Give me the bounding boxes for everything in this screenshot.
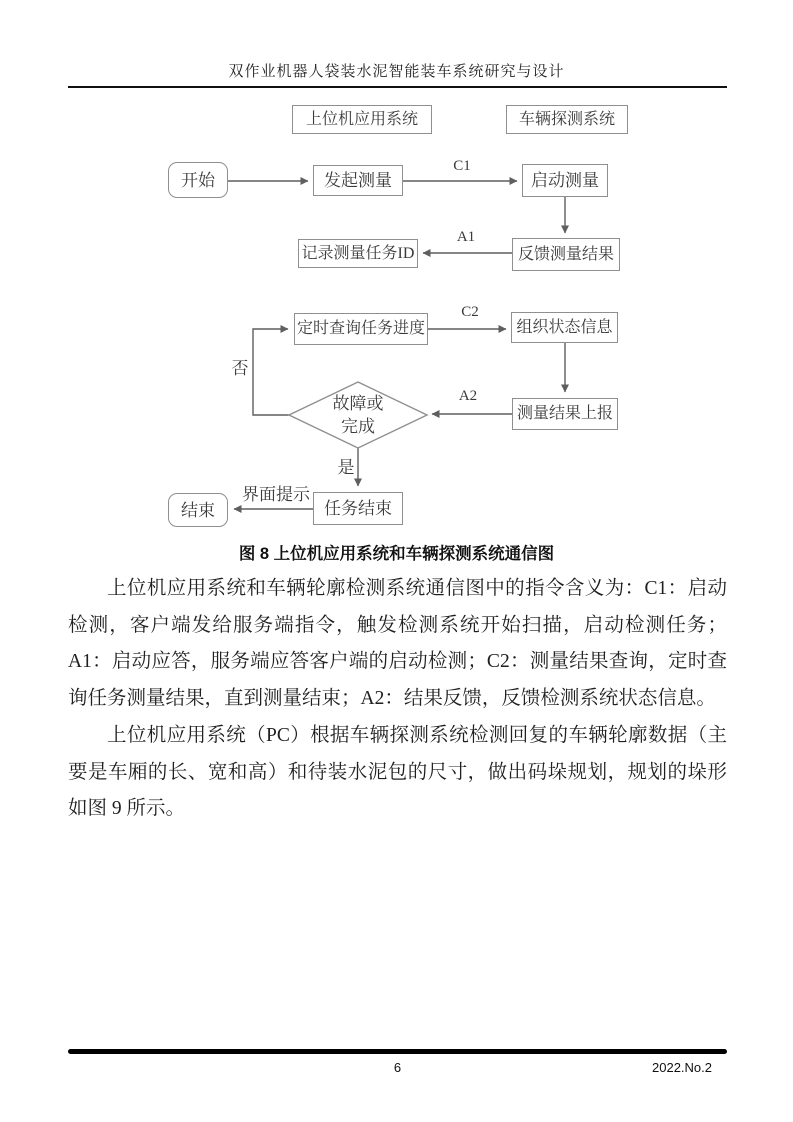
decision-text-line2: 完成 — [341, 417, 375, 436]
lane-header-vehicle-system: 车辆探测系统 — [506, 105, 628, 134]
node-initiate-measure: 发起测量 — [313, 165, 403, 196]
node-start: 开始 — [168, 162, 228, 198]
edge-label-c1: C1 — [453, 158, 471, 174]
node-report-result: 测量结果上报 — [512, 398, 618, 430]
node-poll-progress: 定时查询任务进度 — [294, 313, 428, 345]
footer-issue-label: 2022.No.2 — [652, 1060, 712, 1075]
lane-header-app-system: 上位机应用系统 — [292, 105, 432, 134]
edge-label-yes: 是 — [337, 458, 355, 477]
edge-label-a2: A2 — [458, 388, 478, 404]
node-feedback-result: 反馈测量结果 — [512, 238, 620, 271]
edge-label-c2: C2 — [461, 304, 479, 320]
footer-rule — [68, 1049, 727, 1054]
figure-caption: 图 8 上位机应用系统和车辆探测系统通信图 — [238, 545, 555, 563]
node-end: 结束 — [168, 493, 228, 527]
body-text — [68, 571, 727, 828]
edge-label-a1: A1 — [456, 229, 476, 245]
body-paragraph-1: 上位机应用系统和车辆轮廓检测系统通信图中的指令含义为：C1：启动检测，客户端发给服务端指令，触发检测系统开始扫描，启动检测任务；A1：启动应答，服务端应答客户端的启动检测；C2：测量结果查询，定时查询任务测量结果，直到测量结束；A2：结果反馈，反馈检测系统状态信息。 — [68, 578, 727, 710]
node-start-measure: 启动测量 — [522, 164, 608, 197]
node-record-task-id: 记录测量任务ID — [298, 239, 418, 268]
edge-label-ui-prompt: 界面提示 — [242, 485, 310, 504]
node-decision — [318, 392, 398, 438]
flowchart-connectors — [0, 0, 793, 560]
body-paragraph-2: 上位机应用系统（PC）根据车辆探测系统检测回复的车辆轮廓数据（主要是车厢的长、宽和高）和待装水泥包的尺寸，做出码垛规划，规划的垛形如图 9 所示。 — [68, 724, 727, 820]
node-task-end: 任务结束 — [313, 492, 403, 525]
edge-label-no: 否 — [231, 359, 249, 378]
edge-no-decision-to-poll — [253, 329, 289, 415]
running-header-title: 双作业机器人袋装水泥智能装车系统研究与设计 — [228, 64, 565, 80]
node-organize-status: 组织状态信息 — [511, 312, 618, 343]
footer-page-number: 6 — [393, 1060, 402, 1075]
decision-text-line1: 故障或 — [332, 394, 384, 413]
